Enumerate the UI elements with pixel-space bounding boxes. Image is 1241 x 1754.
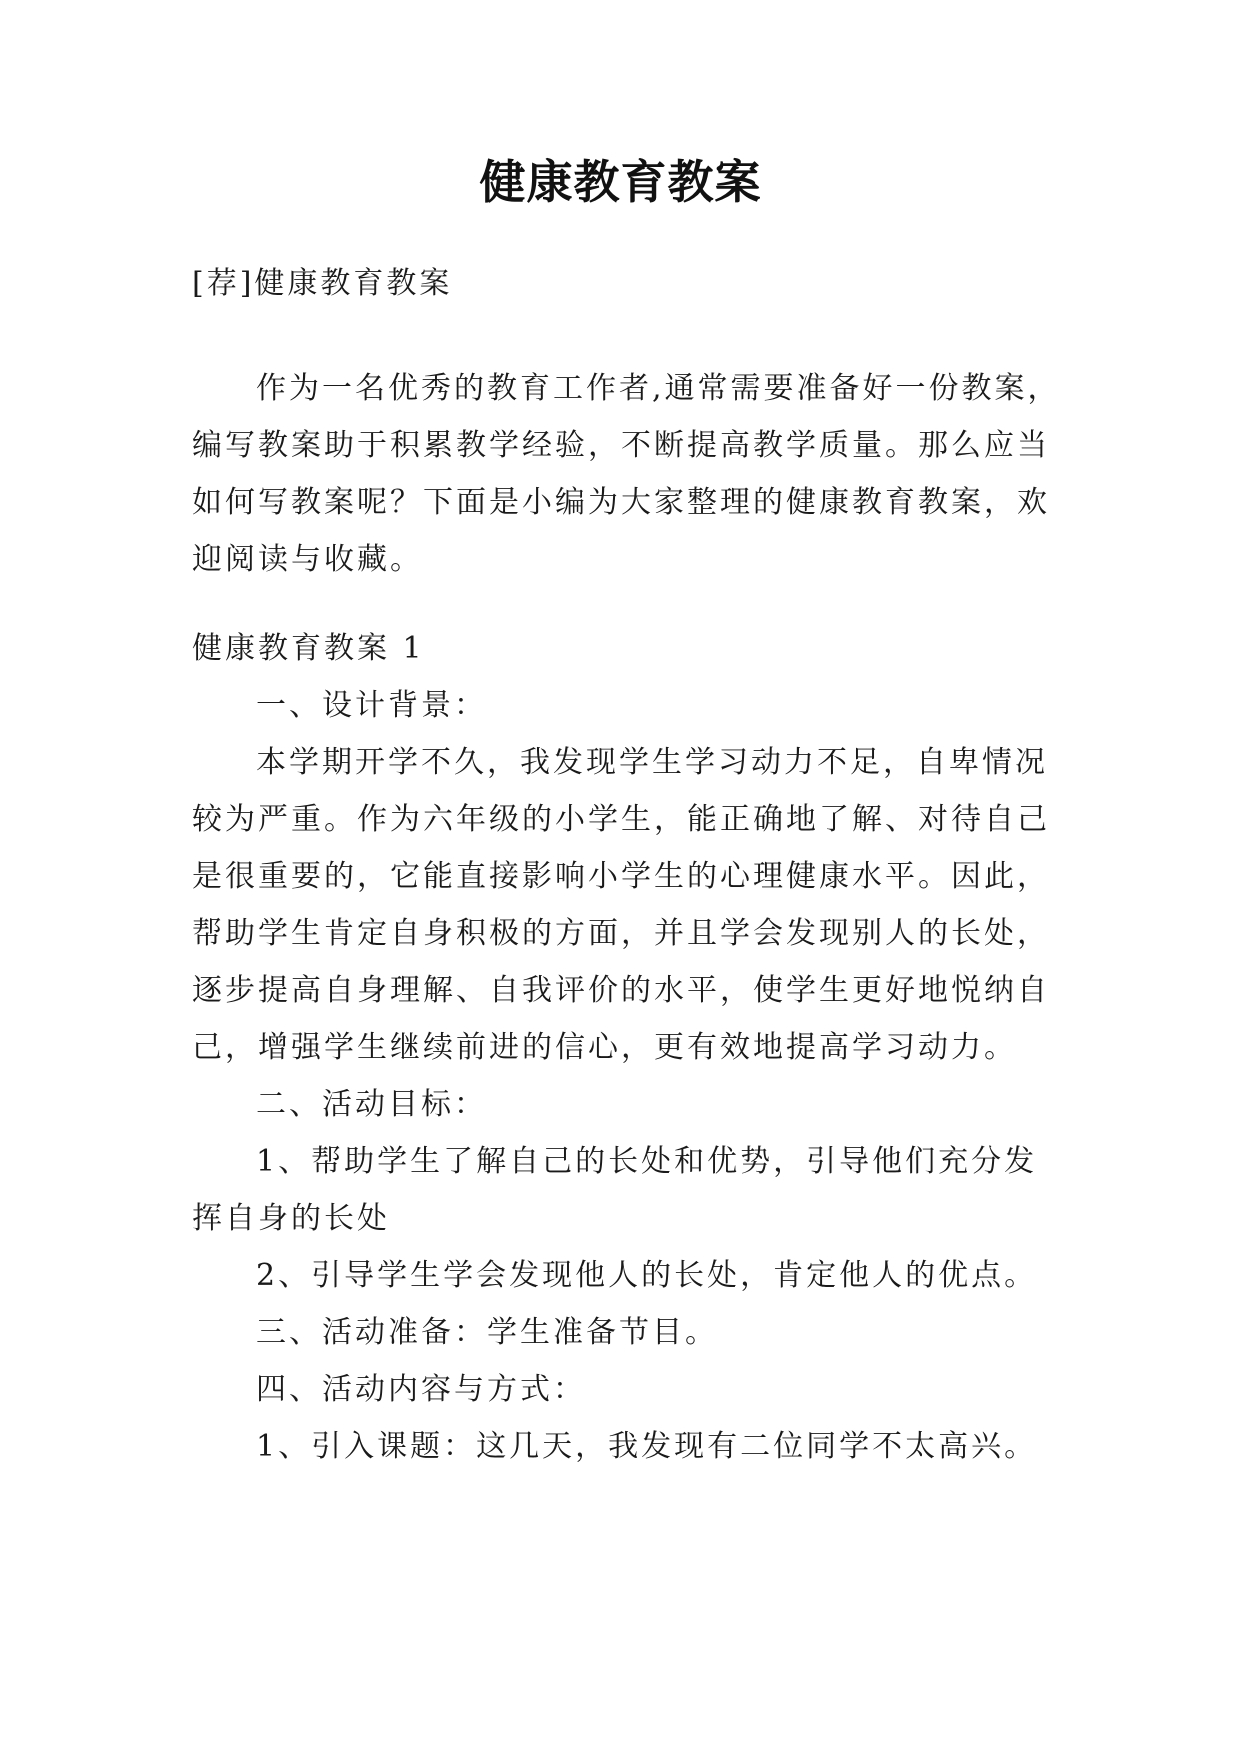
document-title: 健康教育教案: [479, 155, 762, 209]
document-subtitle: [192, 255, 1056, 312]
sec1-body-line: 较为严重。作为六年级的小学生，能正确地了解、对待自己: [192, 802, 1050, 837]
sec1-body-line: 己，增强学生继续前进的信心，更有效地提高学习动力。: [192, 1030, 1017, 1065]
sec4-item1: 1、引入课题：这几天，我发现有二位同学不太高兴。: [256, 1429, 1038, 1464]
section-heading: 健康教育教案 1: [192, 631, 425, 666]
intro-paragraph: [192, 360, 1061, 588]
sec1-body-line: 本学期开学不久，我发现学生学习动力不足，自卑情况: [256, 745, 1048, 780]
sec2-heading: 二、活动目标：: [256, 1087, 487, 1122]
sec1-body-line: 逐步提高自身理解、自我评价的水平，使学生更好地悦纳自: [192, 973, 1050, 1008]
sec3-heading: 三、活动准备：学生准备节目。: [256, 1315, 718, 1350]
intro-line: 作为一名优秀的教育工作者,通常需要准备好一份教案，: [256, 371, 1061, 406]
intro-line: 如何写教案呢？下面是小编为大家整理的健康教育教案，欢: [192, 485, 1050, 520]
section-content: [192, 620, 1056, 1475]
sec4-heading: 四、活动内容与方式：: [256, 1372, 586, 1407]
sec2-item1-line: 挥自身的长处: [192, 1201, 390, 1236]
intro-line: 迎阅读与收藏。: [192, 542, 423, 577]
sec1-heading: 一、设计背景：: [256, 688, 487, 723]
sec2-item2: 2、引导学生学会发现他人的长处，肯定他人的优点。: [256, 1258, 1038, 1293]
sec2-item1-line: 1、帮助学生了解自己的长处和优势，引导他们充分发: [256, 1144, 1038, 1179]
sec1-body-line: 帮助学生肯定自身积极的方面，并且学会发现别人的长处，: [192, 916, 1050, 951]
sec1-body-line: 是很重要的，它能直接影响小学生的心理健康水平。因此，: [192, 859, 1050, 894]
intro-line: 编写教案助于积累教学经验，不断提高教学质量。那么应当: [192, 428, 1050, 463]
subtitle-line: [荐]健康教育教案: [192, 266, 453, 301]
